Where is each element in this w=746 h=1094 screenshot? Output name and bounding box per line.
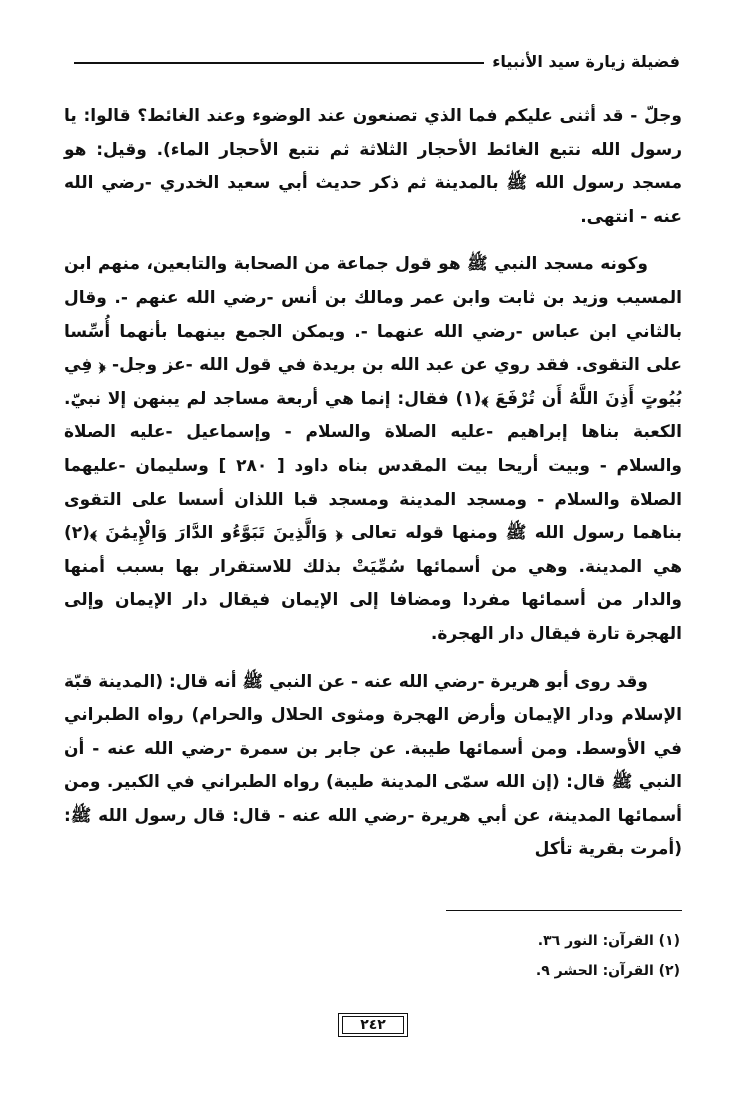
running-header-title: فضيلة زيارة سيد الأنبياء <box>492 51 680 71</box>
paragraph-2: وكونه مسجد النبي ﷺ هو قول جماعة من الصحابة والتابعين، منهم ابن المسيب وزيد بن ثابت وابن عمر ومالك بن أنس -رضي الله عنهم -. وقال بالثاني ابن عباس -رضي الله عنهما -. ويمكن الجمع بينهما بأنهما أُسِّسا على التقوى. فقد روي عن عبد الله بن بريدة في قول الله -عز وجل- ﴿ فِي بُيُوتٍ أَذِنَ اللَّهُ أَن تُرْفَعَ ﴾(١) فقال: إنما هي أربعة مساجد لم يبنهن إلا نبيّ. الكعبة بناها إبراهيم -عليه الصلاة والسلام - وإسماعيل -عليه الصلاة والسلام - وبيت أريحا بيت المقدس بناه داود [ ٢٨٠ ] وسليمان -عليهما الصلاة والسلام - ومسجد المدينة ومسجد قبا اللذان أسسا على التقوى بناهما رسول الله ﷺ ومنها قوله تعالى ﴿ وَالَّذِينَ تَبَوَّءُو الدَّارَ وَالْإِيمَٰنَ ﴾(٢) هي المدينة. وهي من أسمائها سُمِّيَتْ بذلك للاستقرار بها بسبب أمنها والدار من أسمائها مفردا ومضافا إلى الإيمان فيقال دار الإيمان وإلى الهجرة تارة فيقال دار الهجرة. <box>64 254 682 644</box>
page-number-box <box>338 1013 408 1037</box>
footnotes <box>64 926 680 986</box>
header-rule <box>74 62 484 64</box>
footnote-separator <box>446 910 682 911</box>
paragraph-3: وقد روى أبو هريرة -رضي الله عنه - عن النبي ﷺ أنه قال: (المدينة قبّة الإسلام ودار الإيمان وأرض الهجرة ومثوى الحلال والحرام) رواه الطبراني في الأوسط. ومن أسمائها طيبة. عن جابر بن سمرة -رضي الله عنه - أن النبي ﷺ قال: (إن الله سمّى المدينة طيبة) رواه الطبراني في الكبير. ومن أسمائها المدينة، عن أبي هريرة -رضي الله عنه - قال: قال رسول الله ﷺ: (أمرت بقرية تأكل <box>64 671 682 860</box>
paragraph-1: وجلّ - قد أثنى عليكم فما الذي تصنعون عند الوضوء وعند الغائط؟ قالوا: يا رسول الله نتبع الغائط الأحجار الثلاثة ثم نتبع الأحجار الماء). وقيل: هو مسجد رسول الله ﷺ بالمدينة ثم ذكر حديث أبي سعيد الخدري -رضي الله عنه - انتهى. <box>64 106 682 227</box>
running-header <box>74 48 680 74</box>
page-number: ٢٤٢ <box>342 1016 404 1034</box>
footnote-1: (١) القرآن: النور ٣٦. <box>537 933 680 949</box>
footnote-2: (٢) القرآن: الحشر ٩. <box>535 963 680 979</box>
body-text <box>64 100 682 867</box>
